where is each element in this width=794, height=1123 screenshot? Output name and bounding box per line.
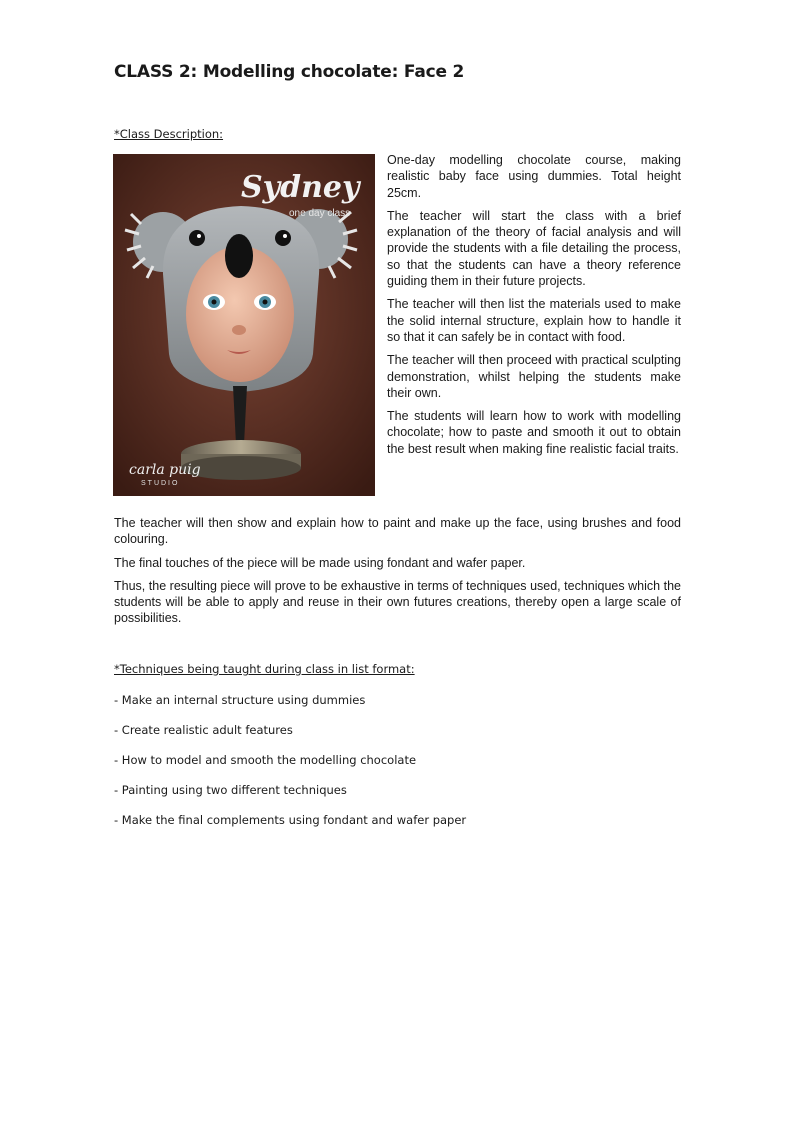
- technique-item: - Make an internal structure using dummies: [114, 693, 366, 707]
- description-paragraph: Thus, the resulting piece will prove to be exhaustive in terms of techniques used, techniques which the students will be able to apply and reuse in their own futures creations, thereby open a large scale of possibilities.: [114, 578, 681, 626]
- photo-caption-main: Sydney: [241, 170, 360, 205]
- description-paragraph: One-day modelling chocolate course, making realistic baby face using dummies. Total height 25cm.: [387, 153, 681, 200]
- photo-brand: carla puig: [129, 462, 201, 478]
- technique-item: - Create realistic adult features: [114, 723, 293, 737]
- page-title: CLASS 2: Modelling chocolate: Face 2: [114, 62, 465, 82]
- techniques-list: [114, 692, 466, 842]
- techniques-heading: *Techniques being taught during class in list format:: [114, 662, 415, 676]
- description-full-text: [114, 515, 681, 634]
- description-paragraph: The teacher will start the class with a brief explanation of the theory of facial analysis and will provide the students with a file detailing the process, so that the students can have a theory reference guiding them in their future projects.: [387, 208, 681, 289]
- description-paragraph: The teacher will then show and explain how to paint and make up the face, using brushes and food colouring.: [114, 516, 681, 547]
- description-paragraph: The teacher will then proceed with practical sculpting demonstration, whilst helping the students make their own.: [387, 353, 681, 400]
- technique-item: - Painting using two different techniques: [114, 783, 347, 797]
- photo-caption-sub: one day class: [289, 208, 351, 219]
- photo-brand-sub: STUDIO: [141, 480, 180, 487]
- koala-nose: [225, 234, 253, 278]
- class-description-heading: *Class Description:: [114, 127, 224, 141]
- description-paragraph: The students will learn how to work with modelling chocolate; how to paste and smooth it out to obtain the best result when making fine realistic facial traits.: [387, 409, 681, 456]
- description-paragraph: The teacher will then list the materials used to make the solid internal structure, explain how to handle it so that it can safely be in contact with food.: [387, 297, 681, 344]
- description-side-text: [387, 152, 681, 464]
- technique-item: - Make the final complements using fondant and wafer paper: [114, 813, 467, 827]
- technique-item: - How to model and smooth the modelling chocolate: [114, 753, 417, 767]
- class-photo: [113, 154, 375, 496]
- description-paragraph: The final touches of the piece will be made using fondant and wafer paper.: [114, 555, 526, 570]
